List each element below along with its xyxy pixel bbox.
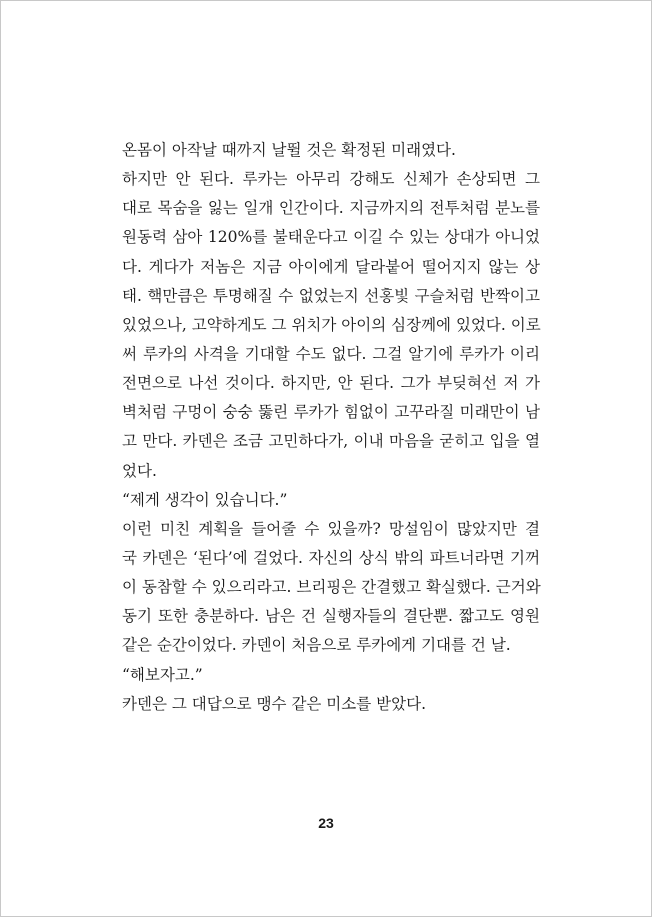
text-line: 온몸이 아작날 때까지 날뛸 것은 확정된 미래였다. <box>122 141 456 159</box>
text-line: 동기 또한 충분하다. 남은 건 실행자들의 결단뿐. 짧고도 영원 <box>122 607 540 626</box>
page-number: 23 <box>318 815 334 831</box>
text-line: “해보자고.” <box>122 665 203 684</box>
text-line: “제게 생각이 있습니다.” <box>122 490 288 509</box>
text-line: 국 카덴은 ‘된다’에 걸었다. 자신의 상식 밖의 파트너라면 기꺼 <box>122 548 540 567</box>
text-line: 같은 순간이었다. 카덴이 처음으로 루카에게 기대를 건 날. <box>122 636 511 655</box>
text-line: 벽처럼 구멍이 숭숭 뚫린 루카가 힘없이 고꾸라질 미래만이 남 <box>122 403 540 422</box>
text-line: 전면으로 나선 것이다. 하지만, 안 된다. 그가 부딪혀선 저 가 <box>122 374 540 393</box>
text-line: 하지만 안 된다. 루카는 아무리 강해도 신체가 손상되면 그 <box>122 170 540 189</box>
text-line: 이 동참할 수 있으리라고. 브리핑은 간결했고 확실했다. 근거와 <box>122 578 541 597</box>
text-line: 었다. <box>122 461 157 480</box>
text-line: 이런 미친 계획을 들어줄 수 있을까? 망설임이 많았지만 결 <box>122 519 540 538</box>
text-line: 써 루카의 사격을 기대할 수도 없다. 그걸 알기에 루카가 이리 <box>122 344 540 363</box>
text-line: 원동력 삼아 120%를 불태운다고 이길 수 있는 상대가 아니었 <box>122 228 540 247</box>
text-line: 다. 게다가 저놈은 지금 아이에게 달라붙어 떨어지지 않는 상 <box>122 257 540 276</box>
body-text <box>122 136 540 719</box>
text-line: 고 만다. 카덴은 조금 고민하다가, 이내 마음을 굳히고 입을 열 <box>122 432 540 451</box>
text-line: 태. 핵만큼은 투명해질 수 없었는지 선홍빛 구슬처럼 반짝이고 <box>122 286 540 305</box>
text-line: 대로 목숨을 잃는 일개 인간이다. 지금까지의 전투처럼 분노를 <box>122 199 540 218</box>
text-line: 있었으나, 고약하게도 그 위치가 아이의 심장께에 있었다. 이로 <box>122 315 541 334</box>
text-line: 카덴은 그 대답으로 맹수 같은 미소를 받았다. <box>122 694 427 713</box>
